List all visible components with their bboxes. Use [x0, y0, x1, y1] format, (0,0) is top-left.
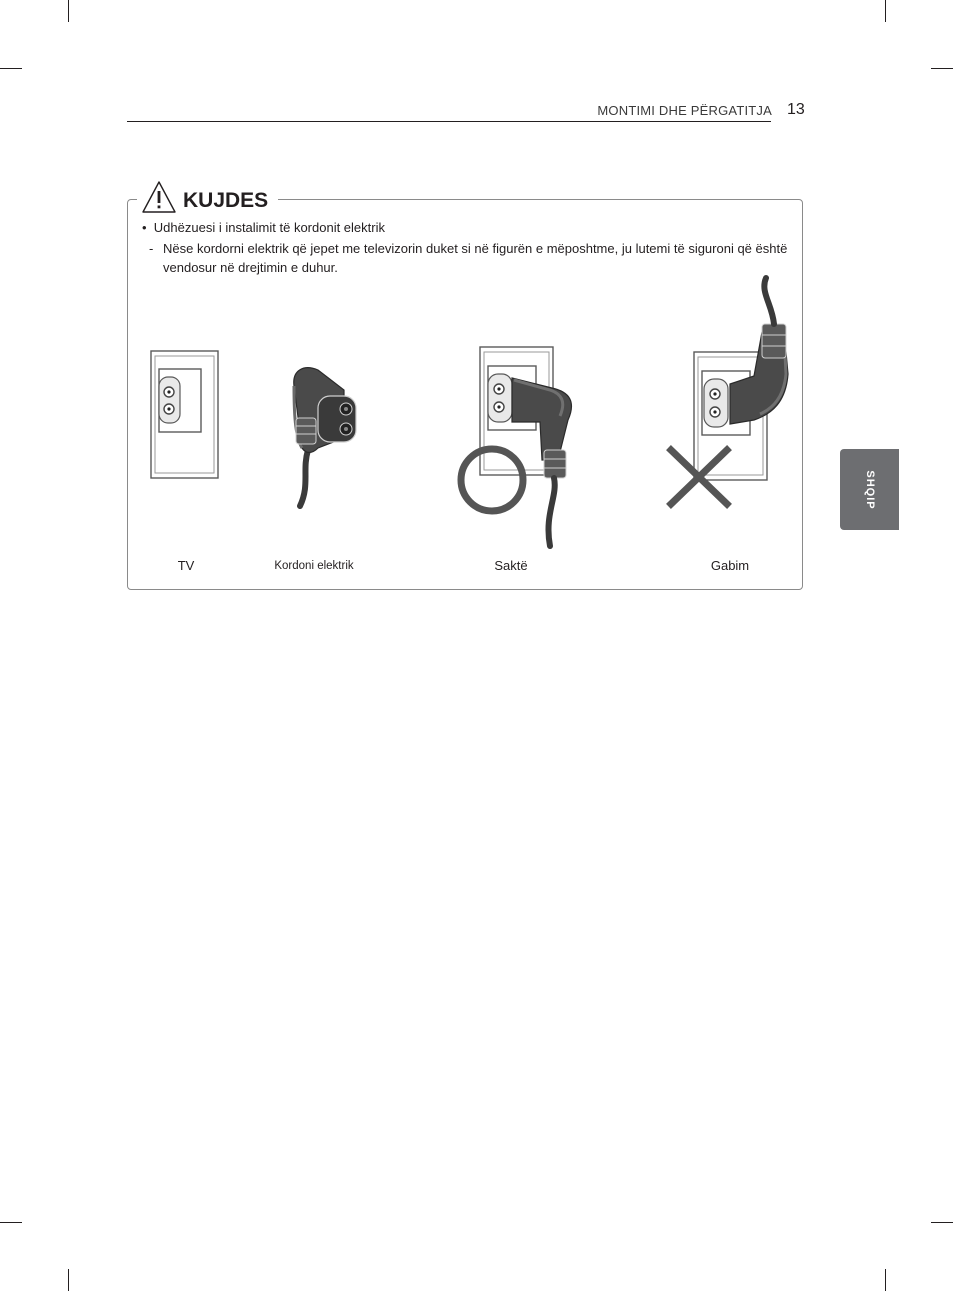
header-rule: [127, 121, 771, 122]
power-cord-illustration: [282, 360, 362, 510]
caption-cord: Kordoni elektrik: [274, 560, 354, 572]
dash-item: [149, 239, 799, 277]
language-tab-label: SHQIP: [863, 469, 876, 510]
dash-mark: -: [149, 241, 154, 256]
crop-mark: [68, 0, 69, 22]
language-tab: [840, 449, 899, 530]
crop-mark: [885, 1269, 886, 1291]
dash-text: Nëse kordorni elektrik që jepet me televizorin duket si në figurën e mëposhtme, ju lutemi të siguroni që është vendosur në drejtimin e duhur.: [163, 241, 788, 275]
crop-mark: [931, 68, 953, 69]
crop-mark: [0, 1222, 22, 1223]
caption-tv: TV: [177, 558, 195, 573]
tv-socket-illustration: [148, 348, 222, 480]
caution-title: KUJDES: [183, 189, 269, 212]
bullet-text: Udhëzuesi i instalimit të kordonit elektrik: [153, 220, 385, 235]
correct-orientation-illustration: [454, 344, 578, 550]
crop-mark: [68, 1269, 69, 1291]
crop-mark: [931, 1222, 953, 1223]
warning-triangle-icon: [141, 180, 177, 214]
caption-correct: Saktë: [494, 558, 528, 573]
bullet-item: • Udhëzuesi i instalimit të kordonit elektrik: [142, 220, 385, 235]
caption-wrong: Gabim: [710, 558, 750, 573]
section-header: MONTIMI DHE PËRGATITJA: [597, 103, 772, 118]
crop-mark: [0, 68, 22, 69]
page-number: 13: [787, 101, 805, 118]
crop-mark: [885, 0, 886, 22]
caution-heading: [137, 174, 278, 214]
wrong-orientation-illustration: [664, 274, 796, 510]
